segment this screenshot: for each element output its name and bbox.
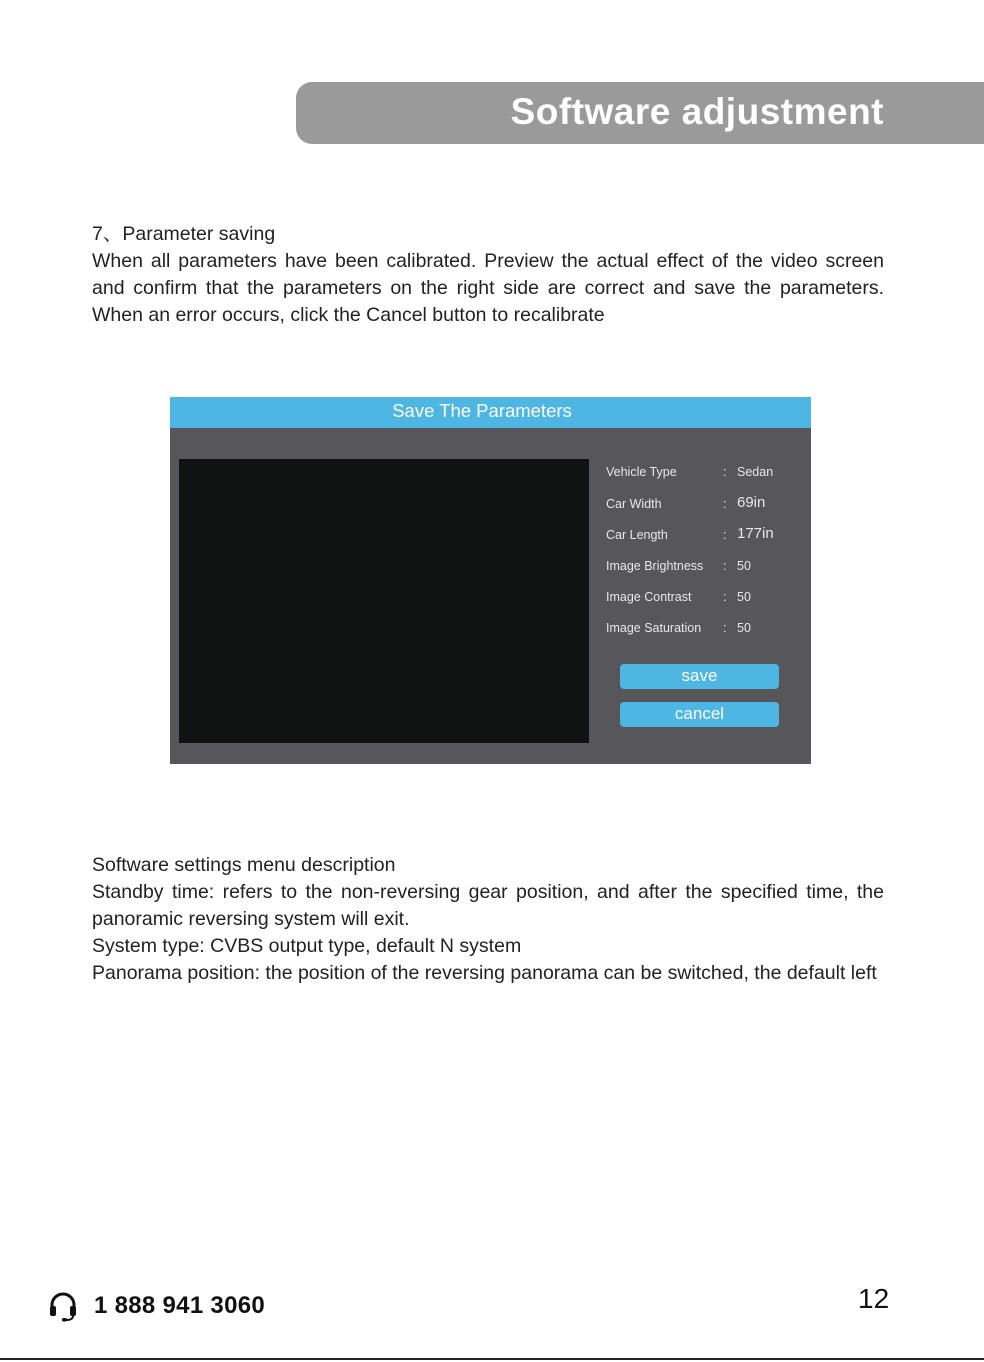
- dialog-titlebar: [170, 397, 811, 428]
- param-colon: :: [723, 621, 727, 635]
- section-body: When all parameters have been calibrated. Preview the actual effect of the video screen and confirm that the parameters on the right side are correct and save the parameters. When an error occurs, click the Cancel button to recalibrate: [92, 250, 884, 326]
- param-label: Image Brightness: [606, 559, 704, 573]
- phone-number: 1 888 941 3060: [94, 1292, 266, 1319]
- page-number: 12: [858, 1283, 890, 1314]
- param-colon: :: [723, 559, 727, 573]
- param-colon: :: [723, 497, 727, 511]
- param-value: Sedan: [737, 465, 774, 479]
- section-heading: Software settings menu description: [92, 854, 396, 876]
- save-parameters-dialog: [170, 397, 811, 764]
- param-value: 177in: [737, 525, 774, 542]
- parameter-saving-section: [92, 221, 884, 329]
- headset-icon: [48, 1290, 78, 1322]
- cancel-button[interactable]: cancel: [620, 702, 779, 727]
- video-preview: [179, 459, 589, 743]
- param-value: 50: [737, 590, 751, 604]
- section-heading: 7、Parameter saving: [92, 223, 276, 245]
- param-label: Image Contrast: [606, 590, 692, 604]
- menu-description-section: [92, 852, 884, 987]
- param-label: Car Width: [606, 497, 662, 511]
- dialog-title: Save The Parameters: [392, 400, 572, 421]
- panorama-position-text: Panorama position: the position of the reversing panorama can be switched, the default left: [92, 962, 877, 984]
- param-value: 50: [737, 559, 751, 573]
- save-button[interactable]: save: [620, 664, 779, 689]
- param-value: 50: [737, 621, 751, 635]
- system-type-text: System type: CVBS output type, default N system: [92, 935, 522, 957]
- support-phone: [48, 1289, 265, 1323]
- param-colon: :: [723, 590, 727, 604]
- param-label: Vehicle Type: [606, 465, 677, 479]
- header-bar: [296, 82, 984, 144]
- page-title: Software adjustment: [510, 91, 884, 132]
- param-label: Car Length: [606, 528, 668, 542]
- param-value: 69in: [737, 494, 766, 511]
- param-label: Image Saturation: [606, 621, 702, 635]
- param-colon: :: [723, 528, 727, 542]
- bottom-divider: [0, 1358, 984, 1360]
- standby-time-text: Standby time: refers to the non-reversing gear position, and after the specified time, the panoramic reversing system will exit.: [92, 881, 884, 930]
- param-colon: :: [723, 465, 727, 479]
